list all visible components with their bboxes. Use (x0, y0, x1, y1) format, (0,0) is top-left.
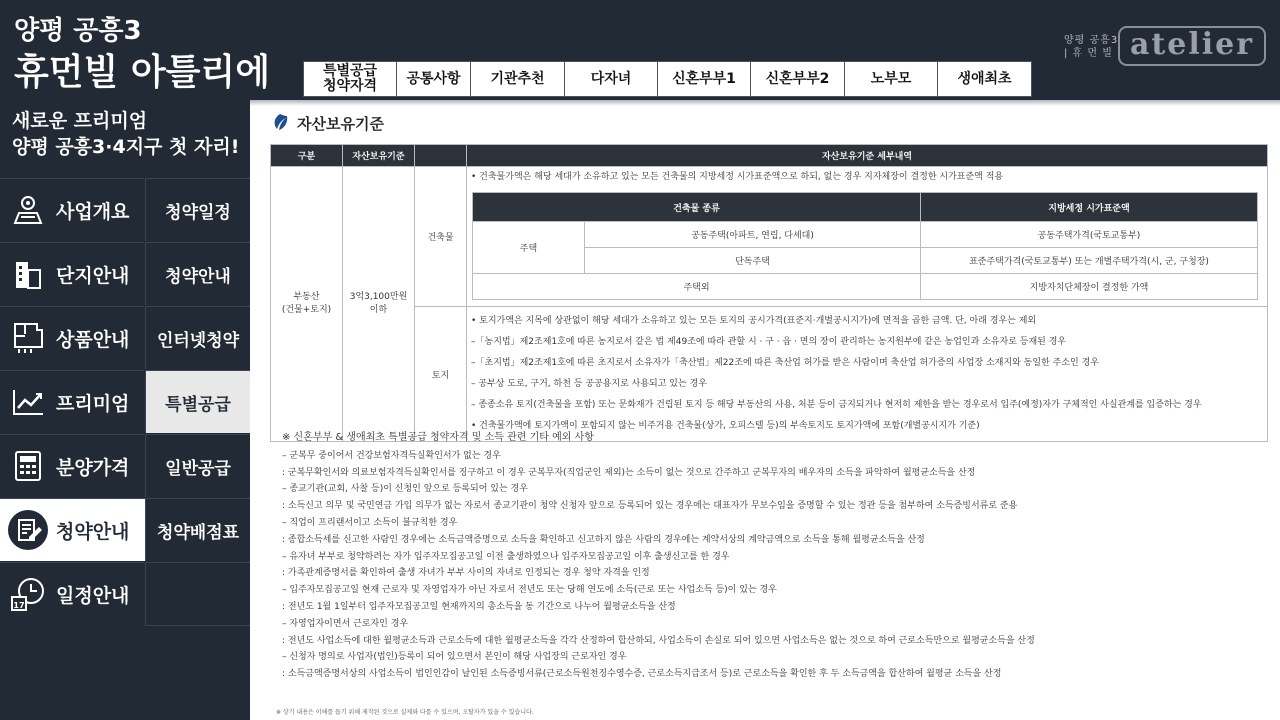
sidebar-item-schedule-guide[interactable] (0, 562, 144, 625)
sidebar-item-complex-info[interactable] (0, 242, 144, 305)
sidebar-item-label: 분양가격 (56, 456, 130, 479)
leaf-icon (270, 112, 292, 134)
notes-title: ※ 신혼부부 & 생애최초 특별공급 청약자격 및 소득 관련 기타 예외 사항 (282, 432, 594, 443)
sidebar-sub-internet-subscription[interactable]: 인터넷청약 (145, 306, 250, 369)
tab-first-home[interactable]: 생애최초 (957, 70, 1012, 87)
table-cell: 단독주택 (585, 248, 921, 274)
list-item: – 신청자 명의로 사업자(법인)등록이 되어 있으면서 본인이 해당 사업장의 근로자인 경우 (282, 652, 627, 663)
sidebar-item-sale-price[interactable] (0, 434, 144, 497)
business-overview-icon (0, 195, 56, 225)
header-shadow (250, 100, 1280, 106)
standard-price-header: 지방세정 시가표준액 (921, 193, 1258, 222)
logo-small-text: 양평 공흥3 | 휴 먼 빌 (1064, 35, 1119, 59)
table-cell: 지방자치단체장이 결정한 가액 (921, 274, 1258, 300)
table-row-building (271, 167, 1268, 307)
sidebar-item-label: 프리미엄 (56, 392, 130, 415)
housing-group-label: 주택 (473, 222, 585, 274)
sidebar-item-label: 상품안내 (56, 328, 130, 351)
list-item: – 자영업자이면서 근로자인 경우 (282, 618, 409, 629)
table-cell: 공동주택가격(국토교통부) (921, 222, 1258, 248)
table-row (473, 274, 1258, 300)
edit-document-icon (0, 509, 56, 551)
list-item: : 군복무확인서와 의료보험자격득실확인서를 징구하고 이 경우 군복무자(직업군인 제외)는 소득이 없는 것으로 간주하고 군복무자의 배우자의 소득을 파악하여 월평균소득을 산정 (282, 467, 976, 478)
sidebar (0, 100, 250, 720)
brand-title-line1: 양평 공흥3 (14, 16, 142, 46)
top-header (0, 0, 1280, 100)
table-cell: 주택외 (473, 274, 921, 300)
sidebar-item-product-info[interactable] (0, 306, 144, 369)
list-item: – 입주자모집공고일 현재 근로자 및 자영업자가 아닌 자로서 전년도 또는 당해 연도에 소득(근로 또는 사업소득 등)이 있는 경우 (282, 585, 777, 596)
building-intro: • 건축물가액은 해당 세대가 소유하고 있는 모든 건축물의 지방세정 시가표준액으로 하되, 없는 경우 지자체장이 결정한 시가표준액 적용 (471, 172, 1004, 182)
sidebar-sub-subscription-info[interactable]: 청약안내 (145, 242, 250, 305)
table-row-land (271, 307, 1268, 442)
land-label: 토지 (415, 307, 467, 442)
sidebar-item-label: 단지안내 (56, 264, 130, 287)
criteria-cell: 3억3,100만원 이하 (343, 167, 415, 442)
section-title (270, 112, 1268, 134)
building-table-header (473, 193, 1258, 222)
list-item: – 공부상 도로, 구거, 하천 등 공공용지로 사용되고 있는 경우 (471, 379, 707, 389)
sidebar-item-business-overview[interactable] (0, 178, 144, 241)
tab-institution-recommend[interactable]: 기관추천 (471, 62, 565, 96)
list-item: : 소득신고 의무 및 국민연금 가입 의무가 없는 자로서 종교기관이 청약 신청자 앞으로 등록되어 있는 경우에는 대표자가 무보수임을 증명할 수 있는 정관 등을 첨부하여 소득증빙서류로 준용 (282, 501, 1018, 512)
exception-notes (282, 430, 1035, 683)
building-type-table (472, 192, 1258, 300)
footnote: ※ 상기 내용은 이해를 돕기 위해 제작된 것으로 실제와 다를 수 있으며, 오탈자가 있을 수 있습니다. (276, 709, 534, 716)
sidebar-item-label: 사업개요 (56, 200, 130, 223)
sidebar-sub-empty (145, 562, 250, 626)
svg-text:17: 17 (13, 601, 25, 610)
header-criteria: 자산보유기준 (343, 145, 415, 167)
floorplan-icon (0, 321, 56, 355)
table-header-row (271, 145, 1268, 167)
sidebar-sub-subscription-schedule[interactable]: 청약일정 (145, 178, 250, 241)
land-detail-cell (467, 307, 1268, 442)
list-item: – 직업이 프리랜서이고 소득이 불규칙한 경우 (282, 517, 458, 528)
sidebar-sub-general-supply[interactable]: 일반공급 (145, 434, 250, 497)
building-label: 건축물 (415, 167, 467, 307)
list-item: : 종합소득세를 신고한 사람인 경우에는 소득금액증명으로 소득을 확인하고 신고하지 않은 사람의 경우에는 계약서상의 계약금액으로 소득을 통해 월평균소득을 산정 (282, 534, 925, 545)
special-supply-tabs (303, 61, 1032, 97)
building-icon (0, 258, 56, 290)
list-item: : 전년도 1월 1일부터 입주자모집공고일 현재까지의 총소득을 동 기간으로 나누어 월평균소득을 산정 (282, 601, 676, 612)
sidebar-item-subscription-guide[interactable] (0, 498, 145, 561)
building-type-header: 건축물 종류 (473, 193, 921, 222)
tab-newlywed-2[interactable]: 신혼부부2 (751, 62, 845, 96)
list-item: – 종교기관(교회, 사찰 등)이 신청인 앞으로 등록되어 있는 경우 (282, 484, 528, 495)
header-category: 구분 (271, 145, 343, 167)
table-row (473, 222, 1258, 248)
table-cell: 표준주택가격(국토교통부) 또는 개별주택가격(시, 군, 구청장) (921, 248, 1258, 274)
calculator-icon (0, 451, 56, 481)
building-detail-cell (467, 167, 1268, 307)
table-row (473, 248, 1258, 274)
atelier-logo: atelier (1118, 26, 1266, 66)
list-item: –「농지법」제2조제1호에 따른 농지로서 같은 법 제49조에 따라 관할 시 · 구 · 읍 · 면의 장이 관리하는 농지원부에 같은 농업인과 소유자로 등재된 경우 (471, 337, 1067, 347)
tab-multi-child[interactable]: 다자녀 (565, 62, 658, 96)
brand-title-line2: 휴먼빌 아틀리에 (14, 52, 270, 93)
asset-criteria-table (270, 144, 1268, 442)
tab-newlywed-1[interactable]: 신혼부부1 (658, 62, 751, 96)
list-item: : 가족관계증명서를 확인하여 출생 자녀가 부부 사이의 자녀로 인정되는 경우 청약 자격을 인정 (282, 568, 650, 579)
list-item: : 전년도 사업소득에 대한 월평균소득과 근로소득에 대한 월평균소득을 각각 산정하여 합산하되, 사업소득이 손실로 되어 있으면 사업소득은 없는 것으로 하여 근로소득만으로 월평균소득을 산정 (282, 635, 1035, 646)
section-title-text: 자산보유기준 (297, 114, 384, 133)
sidebar-sub-score-table[interactable]: 청약배점표 (145, 498, 250, 561)
list-item: • 토지가액은 지목에 상관없이 해당 세대가 소유하고 있는 모든 토지의 공시가격(표준지·개별공시지가)에 면적을 곱한 금액. 단, 아래 경우는 제외 (471, 316, 1037, 326)
list-item: –「초지법」제2조제1호에 따른 초지로서 소유자가「축산법」제22조에 따른 축산업 허가를 받은 사람이며 축산업 허가증의 사업장 소재지와 동일한 주소인 경우 (471, 358, 1099, 368)
sidebar-item-label: 일정안내 (56, 584, 130, 607)
list-item: – 유자녀 부부로 청약하려는 자가 입주자모집공고일 이전 출생하였으나 입주자모집공고일 이후 출생신고를 한 경우 (282, 551, 730, 562)
chart-icon (0, 388, 56, 416)
list-item: : 소득금액증명서상의 사업소득이 법인인감이 날인된 소득증빙서류(근로소득원천징수영수증, 근로소득지급조서 등)로 근로소득을 확인한 후 두 소득금액을 합산하여 월평균 소득을 산정 (282, 669, 1002, 680)
header-detail: 자산보유기준 세부내역 (467, 145, 1268, 167)
tab-special-supply-eligibility[interactable]: 특별공급 청약자격 (304, 62, 397, 96)
tab-elderly-parents[interactable]: 노부모 (845, 62, 938, 96)
main-content (270, 112, 1268, 716)
list-item: • 건축물가액에 토지가액이 포함되지 않는 비주거용 건축물(상가, 오피스텔 등)의 부속토지도 토지가액에 포함(개별공시지가 기준) (471, 421, 980, 431)
sidebar-item-premium[interactable] (0, 370, 144, 433)
tab-common-items[interactable]: 공통사항 (397, 62, 471, 96)
calendar-clock-icon (0, 577, 56, 611)
list-item: – 군복무 중이어서 건강보험자격득실확인서가 없는 경우 (282, 450, 501, 461)
sidebar-promo: 새로운 프리미엄 양평 공흥3·4지구 첫 자리! (12, 110, 240, 158)
table-cell: 공동주택(아파트, 연립, 다세대) (585, 222, 921, 248)
header-blank (415, 145, 467, 167)
sidebar-item-label: 청약안내 (56, 520, 130, 543)
category-cell: 부동산 (건물+토지) (271, 167, 343, 442)
sidebar-sub-special-supply[interactable]: 특별공급 (145, 370, 250, 433)
list-item: – 종종소유 토지(건축물을 포함) 또는 문화재가 건립된 토지 등 해당 부동산의 사용, 처분 등이 금지되거나 현저히 제한을 받는 경우로서 입주(예정)자가 구체적인 사실관계를 입증하는 경우 (471, 400, 1202, 410)
